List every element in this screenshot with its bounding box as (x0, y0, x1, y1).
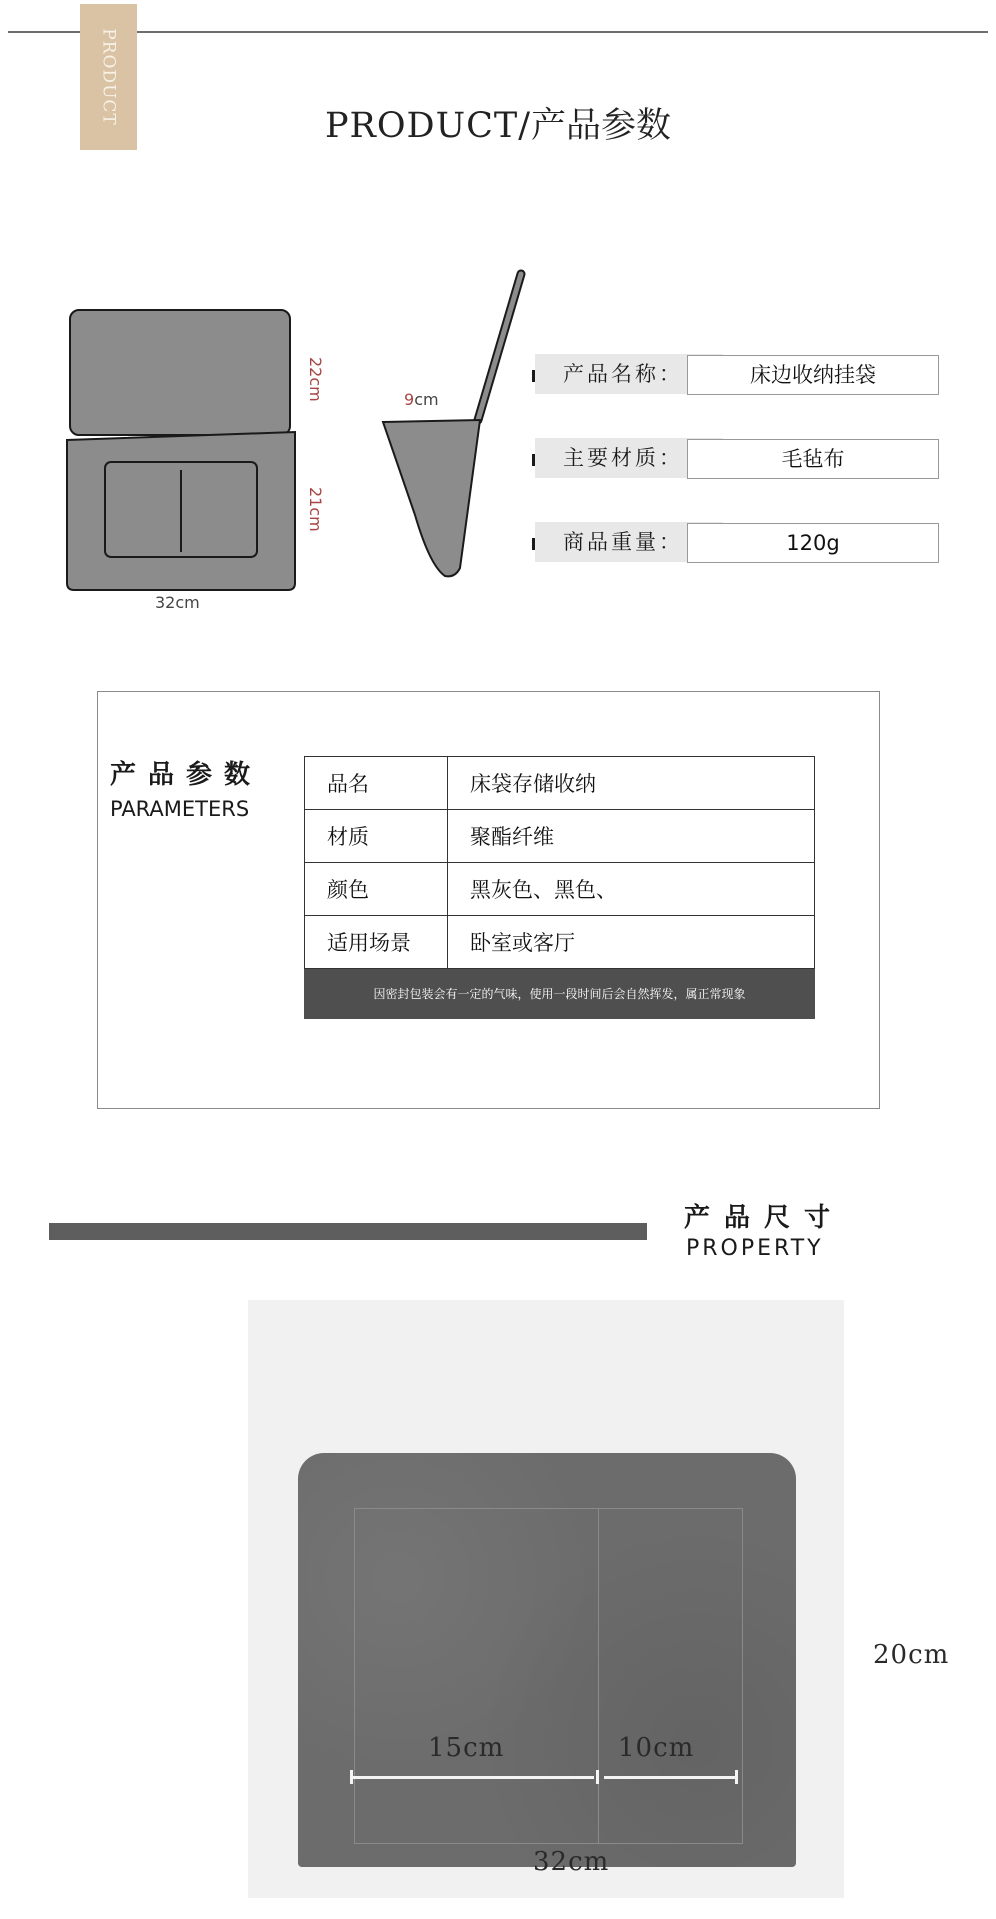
measure-line-right (604, 1776, 736, 1779)
dim-depth: 9cm (404, 390, 439, 409)
dim-width: 32cm (155, 593, 200, 612)
measure-tick (350, 1770, 353, 1784)
param-value: 聚酯纤维 (448, 810, 815, 863)
spec-value-weight: 120g (687, 523, 939, 563)
product-tab-label: PRODUCT (98, 28, 119, 126)
property-title-en: PROPERTY (686, 1236, 824, 1261)
spec-value-material: 毛毡布 (687, 439, 939, 479)
table-row (305, 810, 815, 863)
table-row (305, 757, 815, 810)
front-view-diagram (55, 300, 315, 630)
table-note: 因密封包装会有一定的气味，使用一段时间后会自然挥发，属正常现象 (305, 969, 815, 1019)
back-panel-shape (70, 310, 290, 435)
measure-tick (735, 1770, 738, 1784)
side-pocket-shape (383, 420, 480, 576)
parameters-title-en: PARAMETERS (110, 797, 250, 821)
measure-pocket-left: 15cm (428, 1733, 505, 1763)
param-key: 适用场景 (305, 916, 448, 969)
property-bar (49, 1223, 647, 1240)
param-value: 黑灰色、黑色、 (448, 863, 815, 916)
param-value: 卧室或客厅 (448, 916, 815, 969)
page-title-cn: 产品参数 (531, 106, 672, 146)
table-row (305, 916, 815, 969)
page-title (0, 98, 996, 148)
param-key: 材质 (305, 810, 448, 863)
side-view-diagram (375, 260, 545, 590)
measure-line-left (352, 1776, 594, 1779)
parameters-title-cn: 产品参数 (110, 760, 263, 790)
spec-label-material: 主要材质： (535, 438, 723, 478)
top-divider (8, 31, 988, 33)
dim-height-bottom: 21cm (306, 487, 325, 532)
param-value: 床袋存储收纳 (448, 757, 815, 810)
table-note-row (305, 969, 815, 1019)
measure-pocket-right: 10cm (618, 1733, 695, 1763)
product-photo-seam (598, 1508, 599, 1844)
measure-height: 20cm (873, 1640, 950, 1670)
property-title-cn: 产品尺寸 (684, 1203, 845, 1233)
param-key: 品名 (305, 757, 448, 810)
page-title-en: PRODUCT/ (324, 106, 532, 146)
spec-label-name: 产品名称： (535, 354, 723, 394)
dim-height-top: 22cm (306, 357, 325, 402)
spec-value-name: 床边收纳挂袋 (687, 355, 939, 395)
table-row (305, 863, 815, 916)
measure-width: 32cm (533, 1847, 610, 1877)
param-key: 颜色 (305, 863, 448, 916)
measure-tick (596, 1770, 599, 1784)
product-photo-pocket (354, 1508, 743, 1844)
parameters-table (304, 756, 815, 1019)
spec-label-weight: 商品重量： (535, 522, 723, 562)
